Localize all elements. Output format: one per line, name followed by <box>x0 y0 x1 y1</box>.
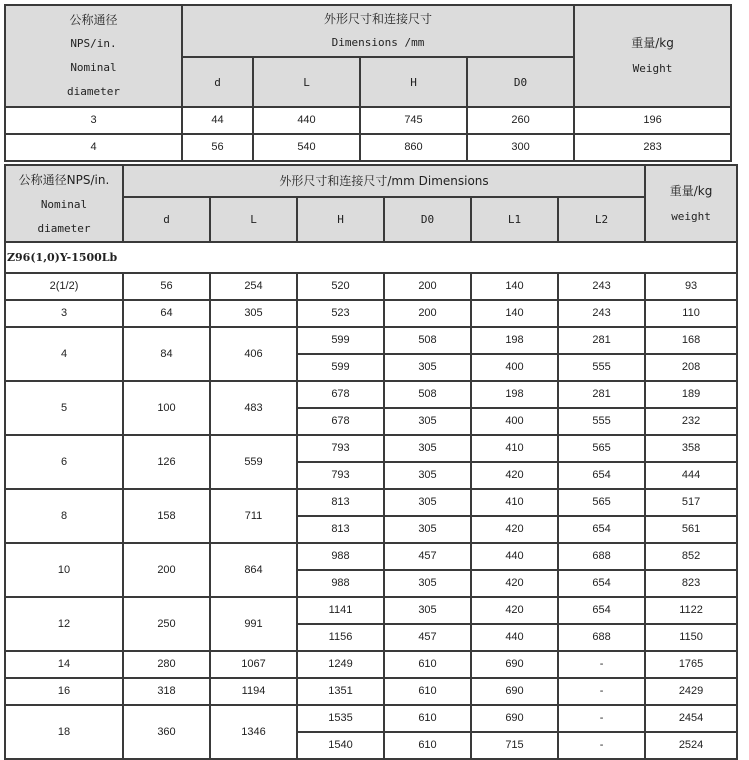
table-row <box>5 597 737 624</box>
cell-L1: 420 <box>471 516 558 543</box>
cell-weight: 517 <box>645 489 737 516</box>
cell-L: 406 <box>210 327 297 381</box>
table-row <box>5 327 737 354</box>
nominal-cn: 公称通径 <box>69 13 118 27</box>
cell-weight: 283 <box>574 134 731 161</box>
cell-L2: 688 <box>558 543 645 570</box>
cell-weight: 110 <box>645 300 737 327</box>
cell-H: 1249 <box>297 651 384 678</box>
cell-L: 483 <box>210 381 297 435</box>
table-row <box>5 273 737 300</box>
cell-nps: 3 <box>5 300 123 327</box>
weight-cn: 重量/kg <box>631 36 674 50</box>
cell-L2: 565 <box>558 435 645 462</box>
table-row <box>5 300 737 327</box>
nominal-en: Nominal <box>70 61 117 74</box>
cell-L2: 654 <box>558 462 645 489</box>
cell-L2: 555 <box>558 408 645 435</box>
cell-L1: 420 <box>471 462 558 489</box>
cell-d: 100 <box>123 381 210 435</box>
cell-d: 84 <box>123 327 210 381</box>
cell-L: 1067 <box>210 651 297 678</box>
cell-L1: 410 <box>471 489 558 516</box>
cell-nps: 16 <box>5 678 123 705</box>
col-header-D0: D0 <box>384 197 471 242</box>
weight-en: Weight <box>632 62 673 75</box>
cell-D0: 260 <box>467 107 574 134</box>
cell-weight: 93 <box>645 273 737 300</box>
table-row <box>5 651 737 678</box>
cell-nps: 6 <box>5 435 123 489</box>
col-header-L: L <box>253 57 360 107</box>
table-row <box>5 381 737 408</box>
cell-weight: 189 <box>645 381 737 408</box>
cell-L: 711 <box>210 489 297 543</box>
cell-nps: 5 <box>5 381 123 435</box>
cell-D0: 610 <box>384 678 471 705</box>
cell-H: 1156 <box>297 624 384 651</box>
dimensions-header: 外形尺寸和连接尺寸/mm Dimensions <box>123 165 645 197</box>
cell-L: 440 <box>253 107 360 134</box>
cell-H: 599 <box>297 327 384 354</box>
nominal-en2: diameter <box>67 85 120 98</box>
cell-weight: 1122 <box>645 597 737 624</box>
cell-L1: 690 <box>471 705 558 732</box>
cell-L1: 198 <box>471 381 558 408</box>
table-row <box>5 134 731 161</box>
table-row <box>5 489 737 516</box>
cell-L1: 715 <box>471 732 558 759</box>
cell-d: 158 <box>123 489 210 543</box>
cell-H: 1141 <box>297 597 384 624</box>
col-header-L2: L2 <box>558 197 645 242</box>
cell-nps: 18 <box>5 705 123 759</box>
cell-d: 126 <box>123 435 210 489</box>
cell-L2: 688 <box>558 624 645 651</box>
cell-L2: - <box>558 651 645 678</box>
cell-d: 250 <box>123 597 210 651</box>
cell-H: 520 <box>297 273 384 300</box>
cell-D0: 457 <box>384 624 471 651</box>
cell-H: 813 <box>297 489 384 516</box>
nominal-diameter-header <box>5 5 182 107</box>
cell-D0: 305 <box>384 597 471 624</box>
cell-D0: 200 <box>384 273 471 300</box>
section-title: Z96(1,0)Y-1500Lb <box>5 242 737 273</box>
cell-L: 1194 <box>210 678 297 705</box>
cell-L2: 243 <box>558 273 645 300</box>
cell-D0: 200 <box>384 300 471 327</box>
cell-H: 813 <box>297 516 384 543</box>
cell-L2: 243 <box>558 300 645 327</box>
col-header-D0: D0 <box>467 57 574 107</box>
cell-L2: 565 <box>558 489 645 516</box>
nominal-nps: NPS/in. <box>70 37 117 50</box>
cell-nps: 4 <box>5 134 182 161</box>
table-row <box>5 435 737 462</box>
cell-L1: 440 <box>471 543 558 570</box>
cell-H: 793 <box>297 462 384 489</box>
cell-L2: 654 <box>558 516 645 543</box>
table-row <box>5 678 737 705</box>
cell-D0: 305 <box>384 408 471 435</box>
cell-L1: 420 <box>471 570 558 597</box>
cell-H: 1351 <box>297 678 384 705</box>
col-header-L1: L1 <box>471 197 558 242</box>
table-body <box>5 273 737 759</box>
cell-nps: 12 <box>5 597 123 651</box>
col-header-d: d <box>123 197 210 242</box>
cell-d: 44 <box>182 107 253 134</box>
cell-H: 860 <box>360 134 467 161</box>
weight-header <box>574 5 731 107</box>
cell-weight: 561 <box>645 516 737 543</box>
cell-L: 864 <box>210 543 297 597</box>
cell-H: 1535 <box>297 705 384 732</box>
cell-d: 280 <box>123 651 210 678</box>
nominal-en2: diameter <box>37 221 91 235</box>
cell-weight: 196 <box>574 107 731 134</box>
cell-d: 200 <box>123 543 210 597</box>
cell-L1: 440 <box>471 624 558 651</box>
cell-nps: 10 <box>5 543 123 597</box>
cell-H: 793 <box>297 435 384 462</box>
cell-d: 64 <box>123 300 210 327</box>
cell-D0: 508 <box>384 381 471 408</box>
cell-H: 988 <box>297 570 384 597</box>
cell-d: 56 <box>123 273 210 300</box>
cell-L: 991 <box>210 597 297 651</box>
cell-D0: 610 <box>384 732 471 759</box>
cell-L1: 140 <box>471 300 558 327</box>
nominal-diameter-header <box>5 165 123 242</box>
cell-L: 305 <box>210 300 297 327</box>
cell-L1: 400 <box>471 354 558 381</box>
cell-weight: 2454 <box>645 705 737 732</box>
cell-L1: 410 <box>471 435 558 462</box>
cell-nps: 8 <box>5 489 123 543</box>
cell-weight: 2429 <box>645 678 737 705</box>
table-row <box>5 543 737 570</box>
cell-weight: 444 <box>645 462 737 489</box>
cell-H: 1540 <box>297 732 384 759</box>
cell-d: 360 <box>123 705 210 759</box>
col-header-H: H <box>297 197 384 242</box>
cell-H: 678 <box>297 408 384 435</box>
cell-L: 559 <box>210 435 297 489</box>
cell-L2: 281 <box>558 327 645 354</box>
cell-L1: 400 <box>471 408 558 435</box>
col-header-d: d <box>182 57 253 107</box>
cell-weight: 168 <box>645 327 737 354</box>
dimensions-table-1 <box>4 4 732 162</box>
cell-D0: 305 <box>384 489 471 516</box>
cell-L1: 140 <box>471 273 558 300</box>
cell-L1: 198 <box>471 327 558 354</box>
dimensions-en: Dimensions /mm <box>331 36 425 49</box>
nominal-cn: 公称通径NPS/in. <box>18 172 110 187</box>
weight-cn: 重量/kg <box>669 183 713 198</box>
cell-H: 523 <box>297 300 384 327</box>
cell-L: 254 <box>210 273 297 300</box>
cell-L2: 654 <box>558 597 645 624</box>
cell-weight: 358 <box>645 435 737 462</box>
cell-d: 318 <box>123 678 210 705</box>
cell-D0: 305 <box>384 354 471 381</box>
cell-L2: 555 <box>558 354 645 381</box>
col-header-H: H <box>360 57 467 107</box>
cell-D0: 610 <box>384 705 471 732</box>
cell-L1: 690 <box>471 651 558 678</box>
dimensions-table-2 <box>4 164 738 760</box>
cell-nps: 2(1/2) <box>5 273 123 300</box>
cell-d: 56 <box>182 134 253 161</box>
cell-L1: 690 <box>471 678 558 705</box>
cell-H: 678 <box>297 381 384 408</box>
cell-L2: - <box>558 732 645 759</box>
table-row <box>5 107 731 134</box>
cell-L: 540 <box>253 134 360 161</box>
dimensions-cn: 外形尺寸和连接尺寸 <box>324 12 433 26</box>
cell-weight: 852 <box>645 543 737 570</box>
cell-H: 745 <box>360 107 467 134</box>
nominal-en: Nominal <box>40 197 88 211</box>
cell-D0: 508 <box>384 327 471 354</box>
cell-weight: 2524 <box>645 732 737 759</box>
weight-header <box>645 165 737 242</box>
cell-D0: 305 <box>384 516 471 543</box>
col-header-L: L <box>210 197 297 242</box>
cell-L2: 654 <box>558 570 645 597</box>
cell-weight: 232 <box>645 408 737 435</box>
cell-D0: 300 <box>467 134 574 161</box>
cell-L2: - <box>558 705 645 732</box>
cell-D0: 305 <box>384 462 471 489</box>
cell-weight: 1765 <box>645 651 737 678</box>
cell-D0: 610 <box>384 651 471 678</box>
cell-D0: 457 <box>384 543 471 570</box>
cell-L1: 420 <box>471 597 558 624</box>
cell-L: 1346 <box>210 705 297 759</box>
cell-weight: 1150 <box>645 624 737 651</box>
cell-L2: - <box>558 678 645 705</box>
cell-nps: 14 <box>5 651 123 678</box>
cell-H: 599 <box>297 354 384 381</box>
cell-weight: 823 <box>645 570 737 597</box>
cell-D0: 305 <box>384 570 471 597</box>
cell-nps: 4 <box>5 327 123 381</box>
cell-nps: 3 <box>5 107 182 134</box>
dimensions-header <box>182 5 574 57</box>
cell-D0: 305 <box>384 435 471 462</box>
weight-en: weight <box>671 209 711 223</box>
table-row <box>5 705 737 732</box>
cell-H: 988 <box>297 543 384 570</box>
cell-L2: 281 <box>558 381 645 408</box>
cell-weight: 208 <box>645 354 737 381</box>
